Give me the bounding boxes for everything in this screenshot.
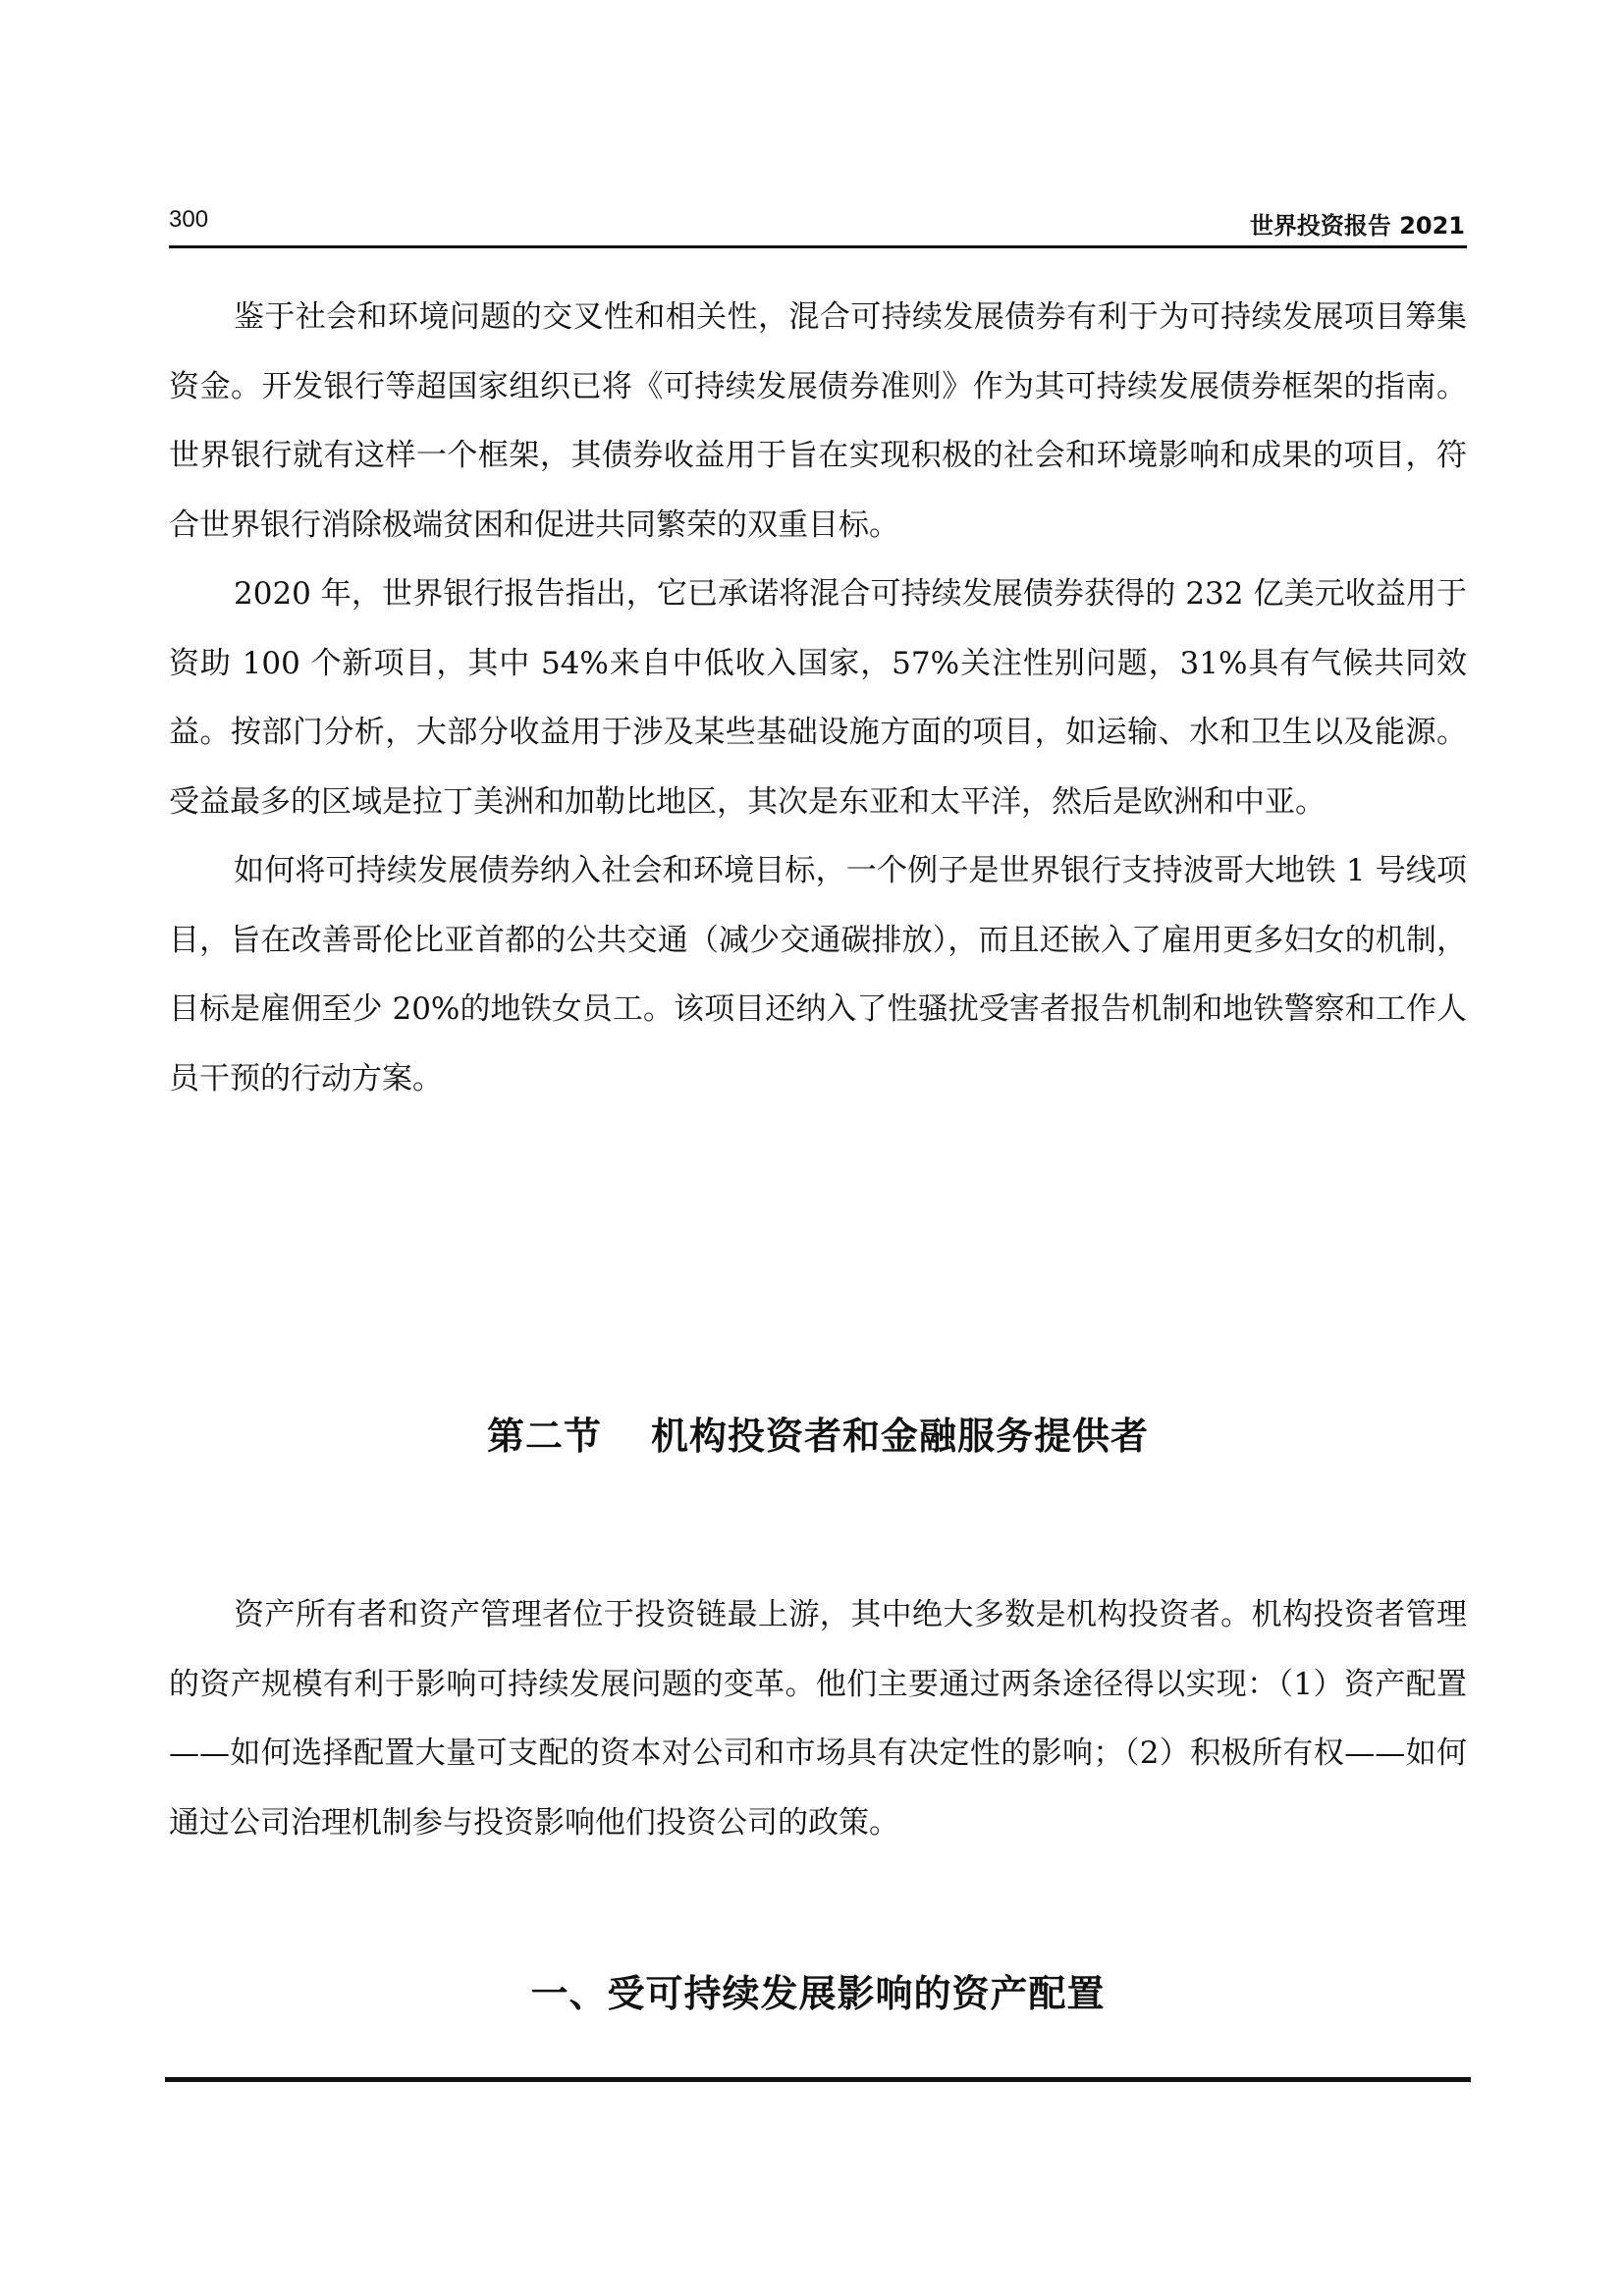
page-header [169, 200, 1465, 240]
running-title: 世界投资报告 2021 [1249, 212, 1465, 240]
paragraph: 资产所有者和资产管理者位于投资链最上游，其中绝大多数是机构投资者。机构投资者管理的资产规模有利于影响可持续发展问题的变革。他们主要通过两条途径得以实现：（1）资产配置——如何选择配置大量可支配的资本对公司和市场具有决定性的影响；（2）积极所有权——如何通过公司治理机制参与投资影响他们投资公司的政策。 [169, 1597, 1467, 1841]
paragraph: 如何将可持续发展债券纳入社会和环境目标，一个例子是世界银行支持波哥大地铁 1 号线项目，旨在改善哥伦比亚首都的公共交通（减少交通碳排放），而且还嵌入了雇用更多妇女的机制，目标是雇佣至少 20%的地铁女员工。该项目还纳入了性骚扰受害者报告机制和地铁警察和工作人员干预的行动方案。 [169, 853, 1467, 1096]
subsection-heading: 一、受可持续发展影响的资产配置 [530, 1972, 1106, 2015]
section-number: 第二节 [486, 1415, 602, 1458]
paragraph: 鉴于社会和环境问题的交叉性和相关性，混合可持续发展债券有利于为可持续发展项目筹集资金。开发银行等超国家组织已将《可持续发展债券准则》作为其可持续发展债券框架的指南。世界银行就有这样一个框架，其债券收益用于旨在实现积极的社会和环境影响和成果的项目，符合世界银行消除极端贫困和促进共同繁荣的双重目标。 [169, 299, 1467, 543]
body-text-block [169, 1580, 1467, 1857]
page-number: 300 [169, 206, 209, 233]
body-text-block [169, 283, 1467, 1113]
section-heading [169, 1406, 1467, 1460]
footer-rule [165, 2077, 1471, 2082]
paragraph: 2020 年，世界银行报告指出，它已承诺将混合可持续发展债券获得的 232 亿美元收益用于资助 100 个新项目，其中 54%来自中低收入国家，57%关注性别问题，31%具有气候共同效益。按部门分析，大部分收益用于涉及某些基础设施方面的项目，如运输、水和卫生以及能源。受益最多的区域是拉丁美洲和加勒比地区，其次是东亚和太平洋，然后是欧洲和中亚。 [169, 576, 1467, 820]
section-title: 机构投资者和金融服务提供者 [651, 1415, 1150, 1458]
header-rule [169, 245, 1467, 248]
